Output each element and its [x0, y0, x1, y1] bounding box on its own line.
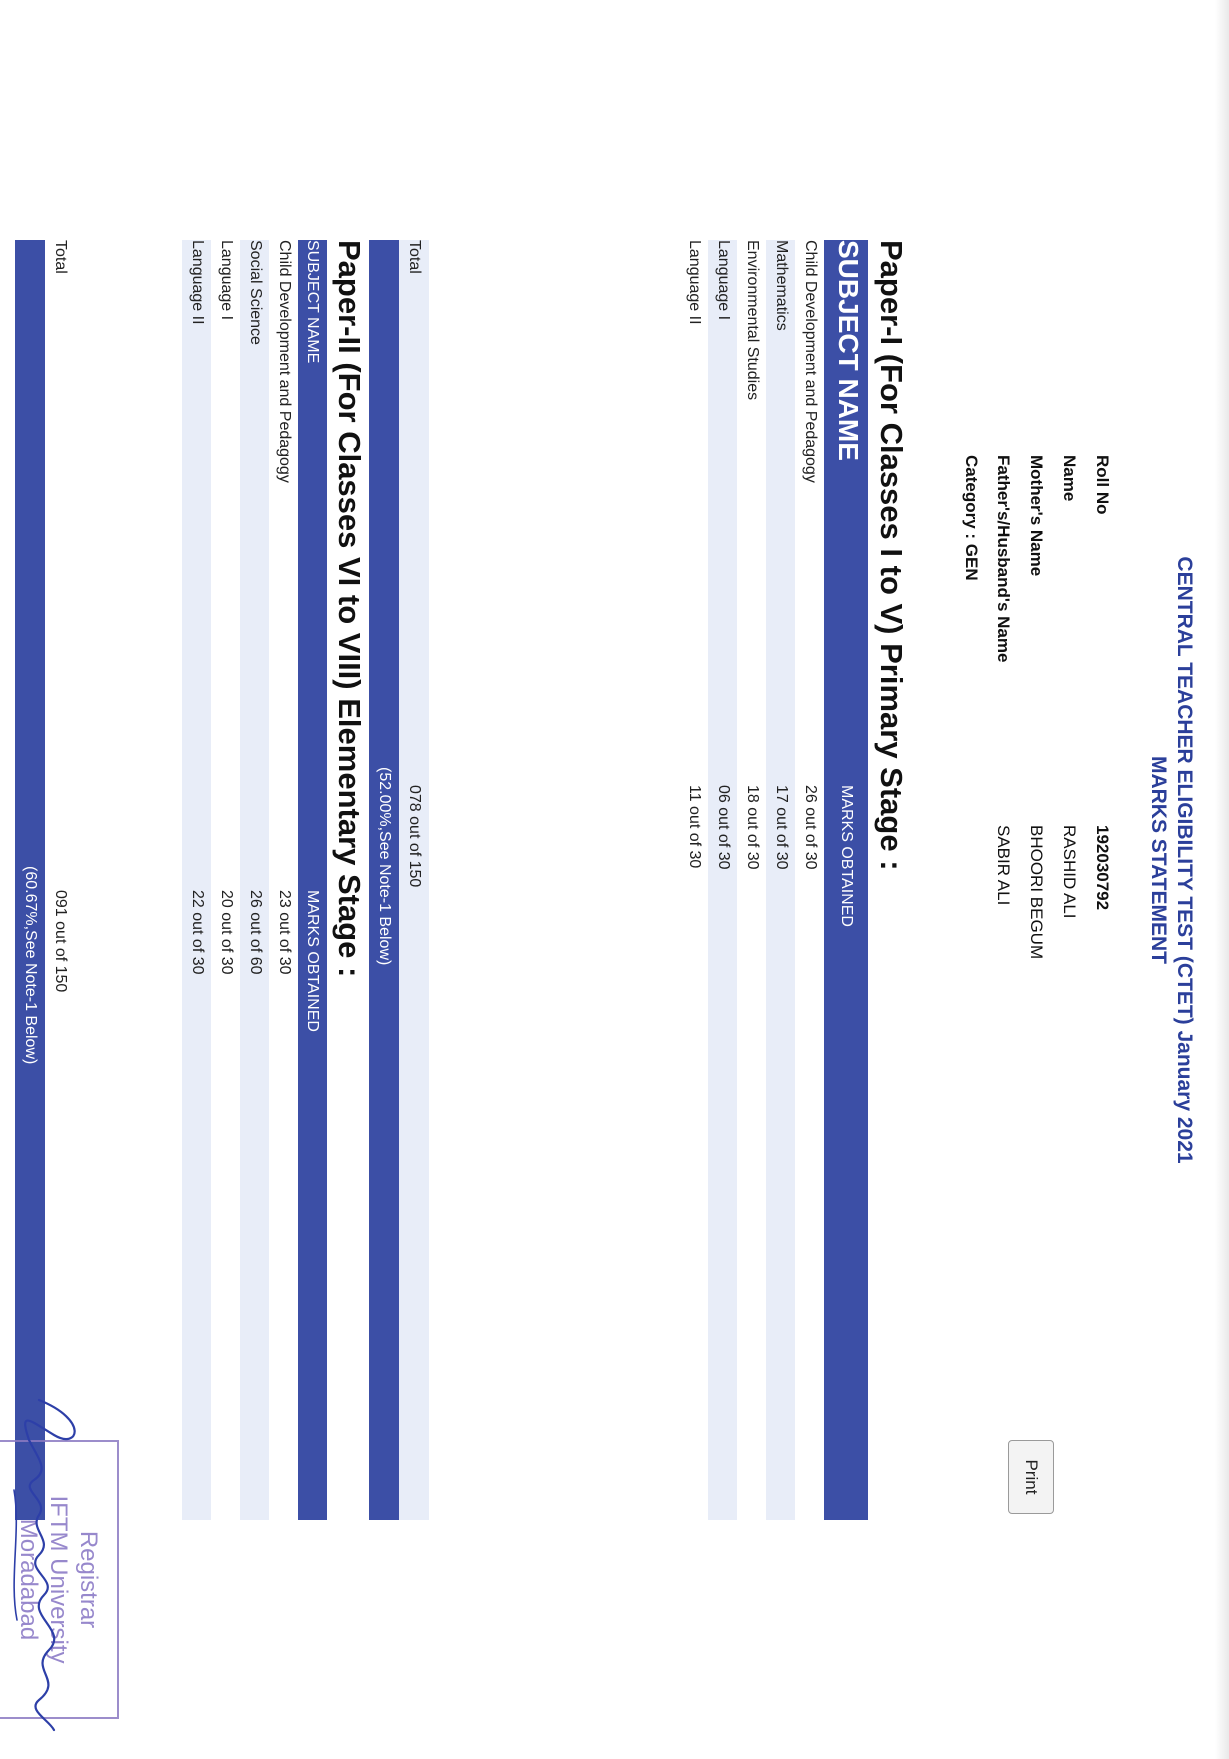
stamp-line-1: Registrar — [75, 1530, 102, 1629]
paper2-percent-row — [15, 240, 45, 1520]
table-row — [240, 240, 269, 1520]
table-row — [795, 240, 824, 1520]
paper1-total-label: Total — [406, 240, 423, 274]
paper1-col-marks: MARKS OBTAINED — [838, 785, 855, 927]
paper2-row-1-subject: Child Development and Pedagogy — [276, 240, 293, 483]
paper2-row-1-marks: 23 out of 30 — [276, 890, 293, 975]
paper2-row-2-subject: Social Science — [247, 240, 264, 345]
mother-name-label: Mother's Name — [1027, 455, 1046, 577]
paper1-total-row — [399, 240, 429, 1520]
paper1-row-4-marks: 06 out of 30 — [715, 785, 732, 870]
paper2-row-4-marks: 22 out of 30 — [189, 890, 206, 975]
name-label: Name — [1060, 455, 1079, 502]
paper1-col-subject: SUBJECT NAME — [833, 240, 864, 461]
handwritten-signature — [0, 1380, 109, 1740]
stamp-line-3: Moradabad — [15, 1518, 42, 1641]
paper2-table-header — [298, 240, 327, 1520]
paper2-row-4-subject: Language II — [189, 240, 206, 325]
mother-name-value: BHOORI BEGUM — [1027, 825, 1046, 960]
roll-no-label: Roll No — [1093, 455, 1112, 515]
father-name-value: SABIR ALI — [994, 825, 1013, 906]
table-row — [737, 240, 766, 1520]
paper1-percent-row — [369, 240, 399, 1520]
paper1-table-header — [824, 240, 868, 1520]
table-row — [182, 240, 211, 1520]
paper1-heading: Paper-I (For Classes I to V) Primary Stage : — [874, 240, 909, 871]
paper1-row-5-subject: Language II — [686, 240, 703, 325]
print-button[interactable]: Print — [1008, 1440, 1054, 1514]
document-title — [1145, 500, 1197, 1220]
table-row — [708, 240, 737, 1520]
father-name-label: Father's/Husband's Name — [994, 455, 1013, 663]
table-row — [766, 240, 795, 1520]
paper1-total-value: 078 out of 150 — [406, 785, 423, 888]
paper2-row-3-marks: 20 out of 30 — [218, 890, 235, 975]
paper1-row-5-marks: 11 out of 30 — [686, 785, 703, 869]
paper2-col-subject: SUBJECT NAME — [304, 240, 321, 364]
table-row — [679, 240, 708, 1520]
paper2-total-value: 091 out of 150 — [52, 890, 69, 993]
paper1-percent: (52.00%,See Note-1 Below) — [376, 767, 393, 966]
paper2-percent: (60.67%,See Note-1 Below) — [22, 866, 39, 1065]
stamp-line-2: IFTM University — [45, 1495, 72, 1664]
paper2-heading: Paper-II (For Classes VI to VIII) Elementary Stage : — [332, 240, 367, 978]
paper1-row-2-marks: 17 out of 30 — [773, 785, 790, 870]
paper2-row-3-subject: Language I — [218, 240, 235, 321]
title-line-2: MARKS STATEMENT — [1147, 755, 1170, 965]
category: Category : GEN — [962, 455, 981, 581]
paper2-total-label: Total — [52, 240, 69, 274]
roll-no-value: 192030792 — [1093, 825, 1112, 911]
paper2-row-2-marks: 26 out of 60 — [247, 890, 264, 975]
paper2-total-row — [45, 240, 75, 1520]
paper1-row-1-marks: 26 out of 30 — [802, 785, 819, 870]
paper1-row-2-subject: Mathematics — [773, 240, 790, 331]
table-row — [211, 240, 240, 1520]
table-row — [269, 240, 298, 1520]
title-line-1: CENTRAL TEACHER ELIGIBILITY TEST (CTET) January 2021 — [1173, 556, 1196, 1164]
paper2-col-marks: MARKS OBTAINED — [304, 890, 321, 1032]
paper1-row-4-subject: Language I — [715, 240, 732, 321]
name-value: RASHID ALI — [1060, 825, 1079, 919]
paper1-row-1-subject: Child Development and Pedagogy — [802, 240, 819, 483]
paper1-row-3-subject: Environmental Studies — [744, 240, 761, 401]
paper1-row-3-marks: 18 out of 30 — [744, 785, 761, 870]
